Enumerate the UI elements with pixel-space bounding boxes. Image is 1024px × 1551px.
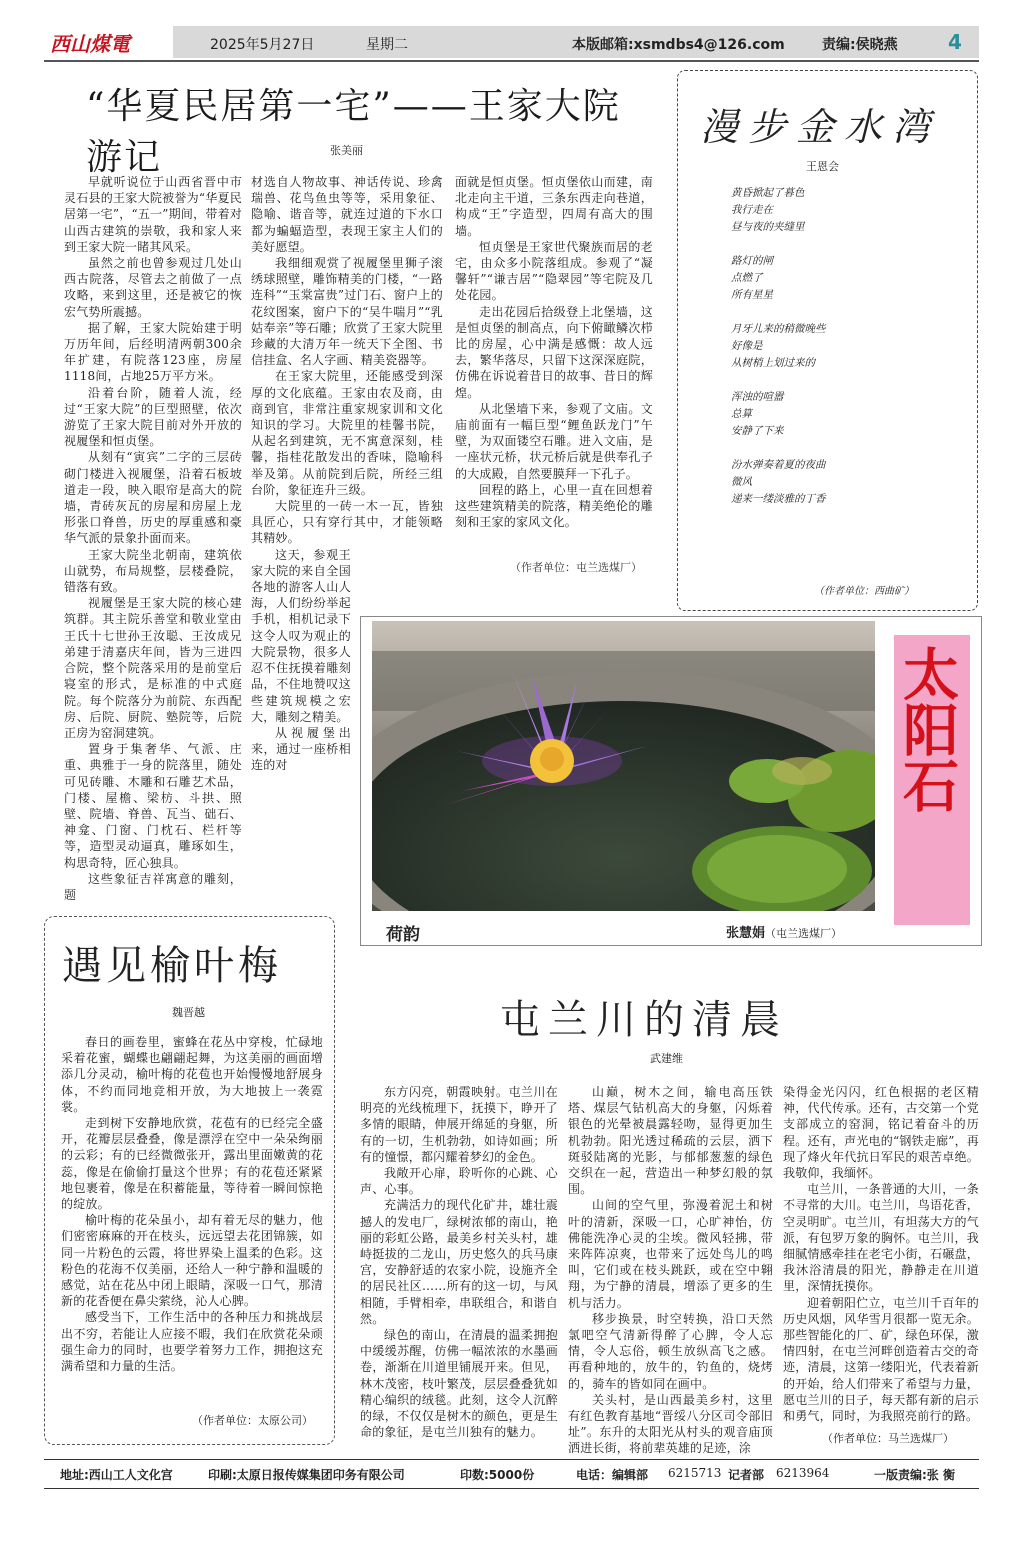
article1-column-3 <box>455 174 653 530</box>
paragraph: 染得金光闪闪，红色根据的老区精神，代代传承。还有，古交第一个党支部成立的窑洞，铭记着奋斗的历程。还有，声光电的“钢铁走廊”，再现了烽火年代抗日军民的艰苦卓绝。我敬仰，我缅怀。 <box>783 1085 979 1181</box>
article3-body <box>61 1034 323 1374</box>
paragraph: 沿着台阶，随着人流，经过“王家大院”的巨型照壁，依次游览了王家大院目前对外开放的视履堡和恒贞堡。 <box>64 385 242 449</box>
paragraph: 材选自人物故事、神话传说、珍禽瑞兽、花鸟鱼虫等等，采用象征、隐喻、谐音等，就连过道的下水口都为蝙蝠造型，表现王家主人们的美好愿望。 <box>251 175 443 254</box>
lotus-illustration <box>372 621 875 911</box>
paragraph: 屯兰川，一条普通的大川，一条不寻常的大川。屯兰川，鸟语花香，空灵明旷。屯兰川，有坦荡大方的气派，有包罗万象的胸怀。屯兰川，我细腻情感牵挂在老宅小街，石碾盘，我沐浴清晨的阳光，静静走在川道里，深情抚摸你。 <box>783 1182 979 1294</box>
poem-line: 昼与夜的夹缝里 <box>731 221 805 233</box>
article4-column-1 <box>360 1084 558 1440</box>
footer-rule-top <box>44 1459 979 1460</box>
photo-caption: 荷韵 <box>386 925 420 945</box>
photographer-unit: （屯兰选煤厂） <box>765 927 843 940</box>
page-editor: 责编:侯晓燕 <box>822 37 898 53</box>
poem-line: 点燃了 <box>731 272 763 284</box>
poem-line: 月牙儿来的稍微晚些 <box>731 323 826 335</box>
paragraph: 山巅，树木之间，输电高压铁塔、煤层气钻机高大的身躯，闪烁着银色的光晕被晨露轻吻，显得更加生机勃勃。阳光透过稀疏的云层，洒下斑驳陆离的光影，与郁郁葱葱的绿色交织在一起，营造出一种梦幻般的氛围。 <box>568 1085 773 1197</box>
paragraph: 感受当下，工作生活中的各种压力和挑战层出不穷，若能让人应接不暇，我们在欣赏花朵顽强生命力的同时，也要学着努力工作，拥抱这充满希望和力量的生活。 <box>61 1310 323 1374</box>
paragraph: 移步换景，时空转换，沿口天然氯吧空气清新得醉了心脾，令人忘情，令人忘俗，顿生放纵高飞之感。再看种地的，放牛的，钓鱼的，烧烤的，骑车的皆如同在画中。 <box>568 1311 773 1391</box>
article4-title: 屯兰川的清晨 <box>500 997 788 1043</box>
poem-line: 黄昏掀起了暮色 <box>731 187 805 199</box>
paragraph: 这些象征吉祥寓意的雕刻，题 <box>64 871 242 902</box>
poem-line: 我行走在 <box>731 204 773 216</box>
stanza-break <box>731 440 961 457</box>
poem-line: 微风 <box>731 476 752 488</box>
poem-line: 安静了下来 <box>731 425 784 437</box>
article1-author-unit: （作者单位：屯兰选煤厂） <box>510 561 642 574</box>
paragraph: 榆叶梅的花朵虽小，却有着无尽的魅力，他们密密麻麻的开在枝头，远远望去花团锦簇，如同一片粉色的云霞，将世界染上温柔的色彩。这粉色的花海不仅美丽，还给人一种宁静和温暖的感觉，站在花丛中闭上眼睛，深吸一口气，那清新的花香便在鼻尖萦绕，沁人心脾。 <box>61 1213 323 1309</box>
article3-author: 魏晋越 <box>172 1006 205 1019</box>
issue-date: 2025年5月27日 <box>210 37 315 53</box>
lotus-photo <box>372 621 875 911</box>
poem-line: 浑浊的喧嚣 <box>731 391 784 403</box>
paragraph: 据了解，王家大院始建于明万历年间，后经明清两朝300余年扩建，有院落123座，房屋1118间，占地25万平方米。 <box>64 320 242 384</box>
poem-author: 王恩会 <box>806 160 839 173</box>
paragraph: 从北堡墙下来，参观了文庙。文庙前面有一幅巨型“鲤鱼跃龙门”午壁，为双面镂空石雕。进入文庙，是一座状元桥，状元桥后就是供奉孔子的大成殿，自然要膜拜一下孔子。 <box>455 401 653 481</box>
stanza-break <box>731 372 961 389</box>
paragraph: 虽然之前也曾参观过几处山西古院落，尽管去之前做了一点攻略，来到这里，还是被它的恢宏气势所震撼。 <box>64 256 242 319</box>
stanza-break <box>731 236 961 253</box>
poem-line: 递来一缕淡雅的丁香 <box>731 493 826 505</box>
paragraph: 充满活力的现代化矿井，雄壮震撼人的发电厂，绿树浓郁的南山，艳丽的彩虹公路，最美乡村关头村，雄峙挺拔的二龙山，历史悠久的兵马康宫，安静舒适的农家小院，设施齐全的居民社区……所有的这一切，与风相随，手臂相牵，串联组合，和谐自然。 <box>360 1198 558 1326</box>
footer-phone-reporter: 6213964 <box>776 1466 830 1480</box>
article4-author: 武建维 <box>650 1052 683 1065</box>
footer-copies: 印数:5000份 <box>460 1468 535 1482</box>
article1-author: 张美丽 <box>330 144 363 157</box>
poem-body <box>731 185 961 508</box>
masthead-logo: 西山煤電 <box>50 32 130 56</box>
paragraph: 我细细观赏了视履堡里狮子滚绣球照壁，雕饰精美的门楼，“一路连科”“玉棠富贵”过门石、窗户上的花纹图案，窗户下的“吴牛喘月”“乳姑奉亲”等石雕；欣赏了王家大院里珍藏的大清万年一统天下全图、书信挂盒、名人字画、精美瓷器等。 <box>251 256 443 368</box>
paragraph: 走出花园后拾级登上北堡墙，这是恒贞堡的制高点，向下俯瞰鳞次栉比的房屋，心中满是感慨：故人远去，繁华落尽，只留下这深深庭院，仿佛在诉说着昔日的故事、昔日的辉煌。 <box>455 304 653 400</box>
paragraph: 王家大院坐北朝南，建筑依山就势，布局规整，层楼叠院，错落有致。 <box>64 547 242 595</box>
paragraph: 置身于集奢华、气派、庄重、典雅于一身的院落里，随处可见砖雕、木雕和石雕艺术品，门楼、屋檐、梁枋、斗拱、照壁、院墙、脊兽、瓦当、础石、神龛、门窗、门枕石、栏杆等等，造型灵动逼真，雕琢如生，构思奇特，匠心独具。 <box>64 742 242 870</box>
paragraph: 走到树下安静地欣赏，花苞有的已经完全盛开，花瓣层层叠叠，像是漂浮在空中一朵朵绚丽的云彩；有的已经微微张开，露出里面嫩黄的花蕊，像是在偷偷打量这个世界；有的花苞还紧紧地包裹着，像是在积蓄能量，等待着一瞬间惊艳的绽放。 <box>61 1116 323 1212</box>
stanza-break <box>731 304 961 321</box>
paragraph: 从刻有“寅宾”二字的三层砖砌门楼进入视履堡，沿着石板坡道走一段，映入眼帘是高大的院墙，青砖灰瓦的房屋和房屋上龙形张口脊兽，历史的厚重感和豪华气派的景象扑面而来。 <box>64 450 242 546</box>
poem-line: 从树梢上划过来的 <box>731 357 815 369</box>
header-rule <box>44 60 979 62</box>
poem-author-unit: （作者单位：西曲矿） <box>814 586 914 597</box>
article1-title: “华夏民居第一宅”——王家大院游记 <box>86 86 621 178</box>
article3-author-unit: （作者单位：太原公司） <box>192 1414 313 1427</box>
footer-chief-editor: 一版责编:张 衡 <box>874 1468 955 1482</box>
footer-phone-label: 电话：编辑部 <box>576 1468 649 1482</box>
poem-line: 所有星星 <box>731 289 773 301</box>
paragraph: 早就听说位于山西省晋中市灵石县的王家大院被誉为“华夏民居第一宅”，“五一”期间，带着对山西古建筑的崇敬，我和家人来到王家大院一睹其风采。 <box>64 175 242 254</box>
footer-phone-editorial: 6215713 <box>668 1466 722 1480</box>
column-label: 太阳石 <box>894 645 959 813</box>
article4-column-2 <box>568 1084 773 1457</box>
article4-column-3 <box>783 1084 979 1424</box>
photo-credit <box>726 922 842 941</box>
article1-column-1 <box>64 174 242 903</box>
footer-address: 地址:西山工人文化宫 <box>60 1468 173 1482</box>
paragraph: 迎着朝阳伫立，屯兰川千百年的历史风烟，风华雪月很都一览无余。那些智能化的厂、矿，绿色环保，激情四射，在屯兰河畔创造着古交的奇迹，清晨，这第一缕阳光，代表着新的开始，给人们带来了希望与力量，愿屯兰川的日子，每天都有新的启示和勇气，同时，为我照亮前行的路。 <box>783 1295 979 1424</box>
paragraph: 我敞开心扉，聆听你的心跳、心声、心事。 <box>360 1166 558 1197</box>
paragraph: 恒贞堡是王家世代聚族而居的老宅，由众多小院落组成。参观了“凝馨轩”“谦吉居”“隐翠园”等宅院及几处花园。 <box>455 239 653 303</box>
poem-title: 漫步金水湾 <box>700 105 941 149</box>
poem-line: 总算 <box>731 408 752 420</box>
paragraph: 回程的路上，心里一直在回想着这些建筑精美的院落，精美绝伦的雕刻和王家的家风文化。 <box>455 482 653 530</box>
paragraph: 面就是恒贞堡。恒贞堡依山而建，南北走向主干道，三条东西走向巷道，构成“王”字造型，四周有高大的围墙。 <box>455 175 653 238</box>
paragraph: 关头村，是山西最美乡村，这里有红色教育基地“晋绥八分区司令部旧址”。东升的太阳光从村头的观音庙顶洒进长街，将前辈英雄的足迹，涂 <box>568 1392 773 1456</box>
footer-reporter-label: 记者部 <box>728 1468 765 1482</box>
paragraph: 视履堡是王家大院的核心建筑群。其主院乐善堂和敬业堂由王氏十七世孙王汝聪、王汝成兄弟建于清嘉庆年间，皆为三进四合院，整个院落采用的是前堂后寝室的形式，是标准的中式庭院。每个院落分为前院、东西配房、后院、厨院、塾院等，后院正房为窑洞建筑。 <box>64 596 242 740</box>
paragraph: 绿色的南山，在清晨的温柔拥抱中缓缓苏醒，仿佛一幅浓浓的水墨画卷，渐渐在川道里铺展开来。但见，林木茂密，枝叶繁茂，层层叠叠犹如精心编织的绒毯。此刻，这令人沉醉的绿，不仅仅是树木的颜色，更是生命的象征，是屯兰川独有的魅力。 <box>360 1328 558 1440</box>
footer-printer: 印刷:太原日报传媒集团印务有限公司 <box>208 1468 405 1482</box>
paragraph: 山间的空气里，弥漫着泥土和树叶的清新，深吸一口，心旷神怡，仿佛能洗净心灵的尘埃。微风轻拂，带来阵阵凉爽，也带来了远处鸟儿的鸣叫，它们或在枝头跳跃，或在空中翱翔，为宁静的清晨，增添了更多的生机与活力。 <box>568 1198 773 1310</box>
footer-rule-bottom <box>44 1488 979 1489</box>
page-number: 4 <box>948 30 962 54</box>
poem-line: 汾水弹奏着夏的夜曲 <box>731 459 826 471</box>
poem-line: 路灯的闸 <box>731 255 773 267</box>
page-email: 本版邮箱:xsmdbs4@126.com <box>572 37 785 53</box>
issue-weekday: 星期二 <box>366 37 408 53</box>
paragraph: 在王家大院里，还能感受到深厚的文化底蕴。王家由农及商，由商到官，非常注重家规家训和文化知识的学习。大院里的桂馨书院，从起名到建筑，无不寓意深刻，桂馨，指桂花散发出的香味，隐喻科举及第。从前院到后院，所经三组台阶，象征连升三级。 <box>251 369 443 497</box>
paragraph: 从视履堡出来，通过一座桥相连的对 <box>251 725 351 773</box>
paragraph: 东方闪亮，朝霞映射。屯兰川在明亮的光线梳理下，抚摸下，睁开了多情的眼睛，伸展开绵延的身躯，所有的一切，生机勃勃，如诗如画；所有的憧憬，都闪耀着梦幻的金色。 <box>360 1085 558 1164</box>
photographer: 张慧娟 <box>726 926 766 941</box>
paragraph: 春日的画卷里，蜜蜂在花丛中穿梭，忙碌地采着花蜜，蝴蝶也翩翩起舞，为这美丽的画面增添几分灵动，榆叶梅的花苞也开始慢慢地舒展身体，不约而同地竞相开放，为大地披上一袭霓裳。 <box>61 1035 323 1114</box>
article3-title: 遇见榆叶梅 <box>62 943 282 989</box>
paragraph: 这天，参观王家大院的来自全国各地的游客人山人海，人们纷纷举起手机，相机记录下这令人叹为观止的大院景物，很多人忍不住抚摸着雕刻品，不住地赞叹这些建筑规模之宏大，雕刻之精美。 <box>251 547 351 724</box>
article4-author-unit: （作者单位：马兰选煤厂） <box>822 1432 954 1445</box>
poem-line: 好像是 <box>731 340 763 352</box>
paragraph: 大院里的一砖一木一瓦，皆独具匠心，只有穿行其中，才能领略其精妙。 <box>251 499 443 546</box>
